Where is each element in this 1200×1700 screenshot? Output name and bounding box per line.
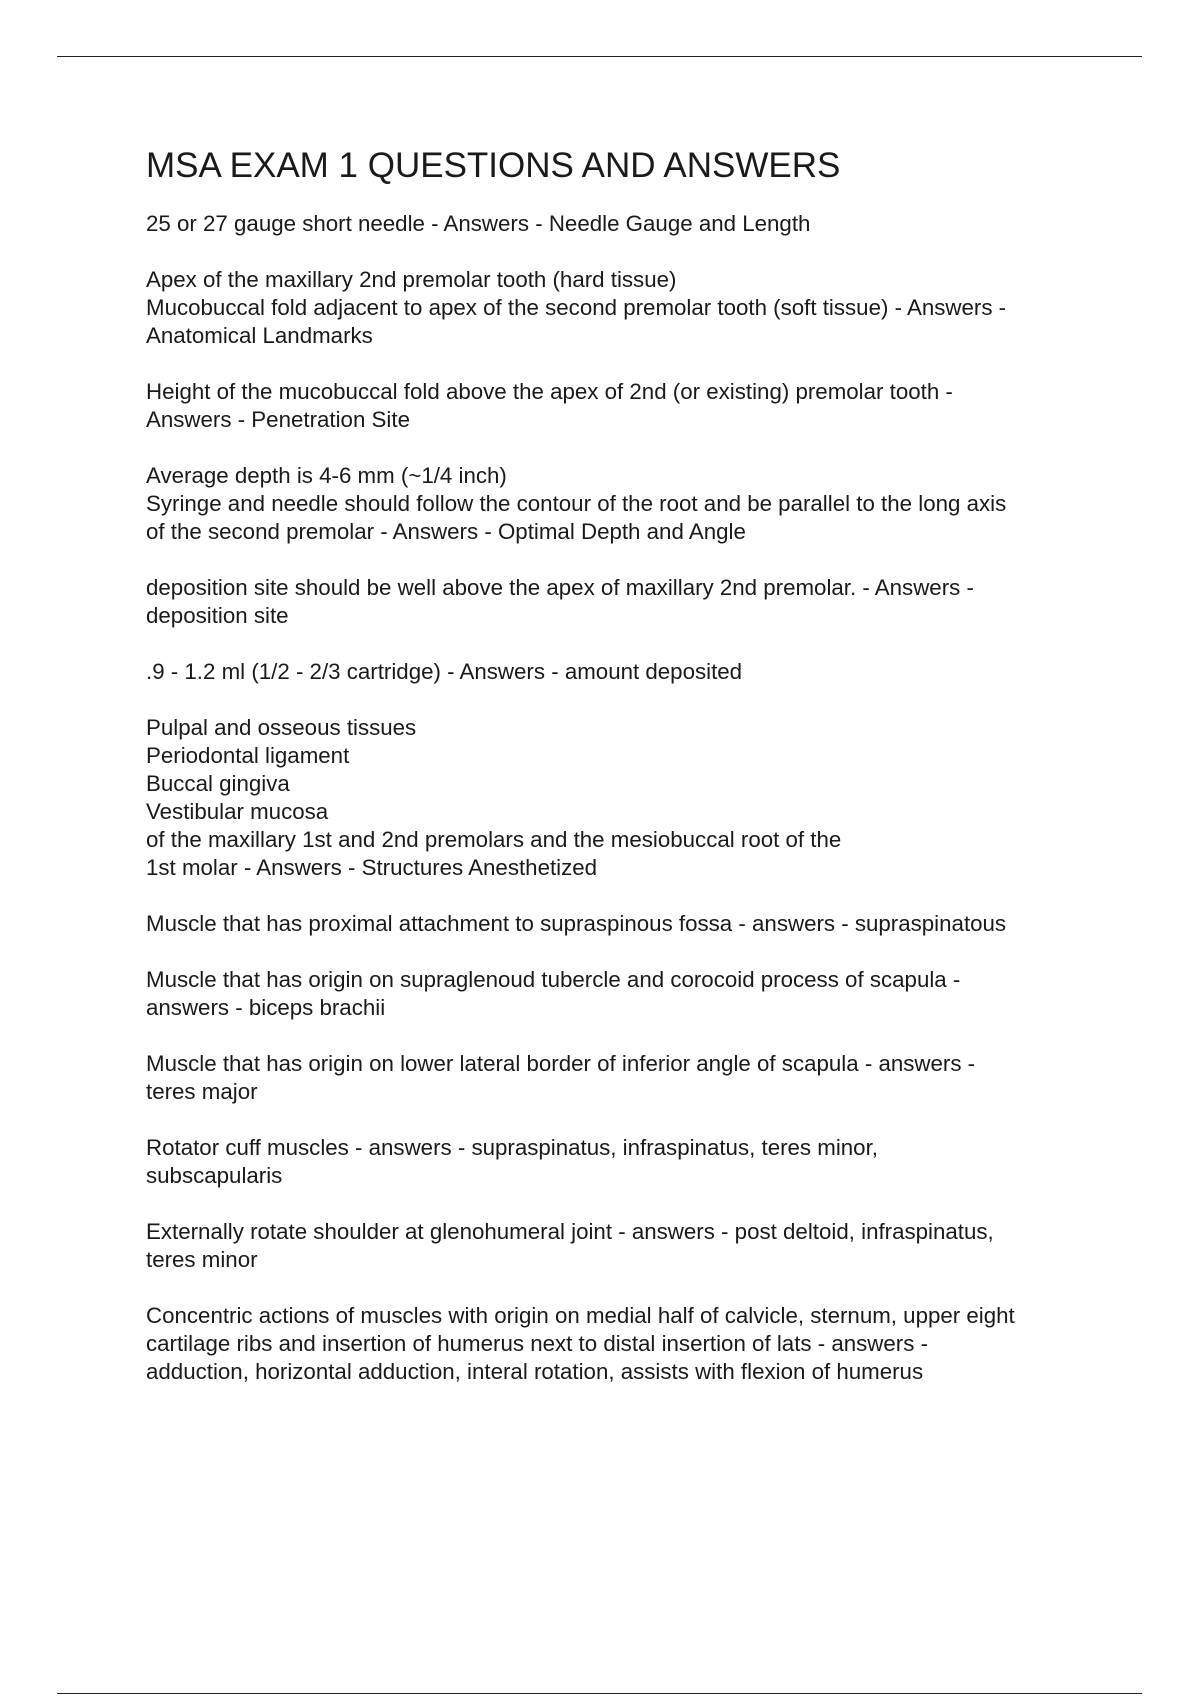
qa-entry-line: deposition site	[146, 603, 289, 628]
qa-entry-line: Periodontal ligament	[146, 743, 350, 768]
qa-entry-line: teres minor	[146, 1247, 258, 1272]
qa-entry-line: Muscle that has origin on supraglenoud tubercle and corocoid process of scapula -	[146, 967, 961, 992]
qa-entry-line: Externally rotate shoulder at glenohumeral joint - answers - post deltoid, infraspinatus,	[146, 1219, 994, 1244]
qa-entry-line: Muscle that has proximal attachment to supraspinous fossa - answers - supraspinatous	[146, 911, 1007, 936]
qa-entry-line: Buccal gingiva	[146, 771, 290, 796]
qa-entry-line: Answers - Penetration Site	[146, 407, 410, 432]
qa-entry	[146, 714, 1106, 882]
bottom-divider	[57, 1693, 1142, 1694]
qa-entry-line: Anatomical Landmarks	[146, 323, 373, 348]
qa-entry-line: .9 - 1.2 ml (1/2 - 2/3 cartridge) - Answers - amount deposited	[146, 659, 743, 684]
qa-entry-line: Pulpal and osseous tissues	[146, 715, 417, 740]
qa-entry	[146, 1302, 1106, 1386]
top-divider	[57, 56, 1142, 57]
qa-entry-line: Muscle that has origin on lower lateral border of inferior angle of scapula - answers -	[146, 1051, 976, 1076]
qa-entry	[146, 1050, 1106, 1106]
qa-entry-line: Height of the mucobuccal fold above the apex of 2nd (or existing) premolar tooth -	[146, 379, 953, 404]
qa-entry-line: 25 or 27 gauge short needle - Answers - Needle Gauge and Length	[146, 211, 811, 236]
qa-entry	[146, 1134, 1106, 1190]
qa-entry	[146, 1218, 1106, 1274]
qa-entry-line: Mucobuccal fold adjacent to apex of the second premolar tooth (soft tissue) - Answers -	[146, 295, 1007, 320]
qa-entry	[146, 658, 1106, 686]
qa-entry-line: of the second premolar - Answers - Optimal Depth and Angle	[146, 519, 746, 544]
qa-entry-line: Vestibular mucosa	[146, 799, 329, 824]
qa-entry	[146, 910, 1106, 938]
qa-entry-line: adduction, horizontal adduction, interal rotation, assists with flexion of humerus	[146, 1359, 924, 1384]
qa-entry-line: Apex of the maxillary 2nd premolar tooth (hard tissue)	[146, 267, 677, 292]
qa-entry-line: subscapularis	[146, 1163, 283, 1188]
qa-entry-line: Rotator cuff muscles - answers - supraspinatus, infraspinatus, teres minor,	[146, 1135, 878, 1160]
qa-entry	[146, 378, 1106, 434]
qa-entry	[146, 462, 1106, 546]
qa-entry-line: of the maxillary 1st and 2nd premolars and the mesiobuccal root of the	[146, 827, 842, 852]
qa-entry-line: teres major	[146, 1079, 258, 1104]
qa-entry-line: Syringe and needle should follow the contour of the root and be parallel to the long axis	[146, 491, 1007, 516]
qa-entry	[146, 574, 1106, 630]
qa-entry-line: cartilage ribs and insertion of humerus next to distal insertion of lats - answers -	[146, 1331, 928, 1356]
qa-list	[146, 210, 1106, 1386]
qa-entry-line: Average depth is 4-6 mm (~1/4 inch)	[146, 463, 507, 488]
document-body	[146, 144, 1106, 1414]
qa-entry-line: Concentric actions of muscles with origin on medial half of calvicle, sternum, upper eight	[146, 1303, 1015, 1328]
qa-entry	[146, 210, 1106, 238]
qa-entry-line: answers - biceps brachii	[146, 995, 386, 1020]
qa-entry-line: 1st molar - Answers - Structures Anesthetized	[146, 855, 598, 880]
qa-entry-line: deposition site should be well above the apex of maxillary 2nd premolar. - Answers -	[146, 575, 974, 600]
qa-entry	[146, 966, 1106, 1022]
qa-entry	[146, 266, 1106, 350]
document-title: MSA EXAM 1 QUESTIONS AND ANSWERS	[146, 146, 841, 185]
